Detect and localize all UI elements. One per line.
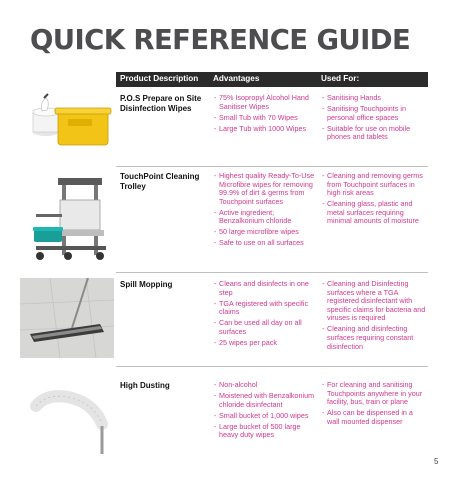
- list-item: - Sanitising Touchpoints in personal office spaces: [322, 105, 426, 122]
- advantages-list: [214, 280, 318, 350]
- row-divider: [116, 366, 428, 367]
- list-item: - TGA registered with specific claims: [214, 300, 318, 317]
- used-for-list: [322, 94, 426, 144]
- product-name: TouchPoint Cleaning Trolley: [120, 172, 200, 191]
- list-item: - Sanitising Hands: [322, 94, 426, 103]
- cleaning-trolley-image: [28, 170, 114, 270]
- page-title: QUICK REFERENCE GUIDE: [30, 24, 411, 56]
- advantages-list: [214, 172, 318, 250]
- list-item: - Non-alcohol: [214, 381, 318, 390]
- list-item: - 25 wipes per pack: [214, 339, 318, 348]
- flat-mop-on-floor-image: [20, 278, 114, 358]
- product-name: High Dusting: [120, 381, 170, 390]
- wipes-tub-and-bucket-image: [28, 92, 114, 154]
- product-name: P.O.S Prepare on Site Disinfection Wipes: [120, 94, 202, 113]
- list-item: - Active ingredient; Benzalkonium chloride: [214, 209, 318, 226]
- page-number: 5: [434, 457, 439, 466]
- row-divider: [116, 166, 428, 167]
- advantages-list: [214, 381, 318, 442]
- list-item: - Cleaning and disinfecting surfaces requiring constant disinfection: [322, 325, 426, 351]
- list-item: - Cleaning and removing germs from Touchpoint surfaces in high risk areas: [322, 172, 426, 198]
- header-advantages: Advantages: [213, 74, 260, 83]
- header-product-description: Product Description: [120, 74, 199, 83]
- list-item: - Large bucket of 500 large heavy duty wipes: [214, 423, 318, 440]
- list-item: - 50 large microfibre wipes: [214, 228, 318, 237]
- used-for-list: [322, 172, 426, 228]
- list-item: - Can be used all day on all surfaces: [214, 319, 318, 336]
- list-item: - Moistened with Benzalkonium chloride disinfectant: [214, 392, 318, 409]
- list-item: - Highest quality Ready-To-Use Microfibre wipes for removing 99.9% of dirt & germs from Touchpoint surfaces: [214, 172, 318, 206]
- list-item: - Small Tub with 70 Wipes: [214, 114, 318, 123]
- list-item: - Large Tub with 1000 Wipes: [214, 125, 318, 134]
- list-item: - Cleaning and Disinfecting surfaces where a TGA registered disinfectant with specific claims for bacteria and viruses is required: [322, 280, 426, 323]
- advantages-list: [214, 94, 318, 136]
- header-used-for: Used For:: [321, 74, 360, 83]
- list-item: - Safe to use on all surfaces: [214, 239, 318, 248]
- list-item: - Also can be dispensed in a wall mounted dispenser: [322, 409, 426, 426]
- list-item: - Cleaning glass, plastic and metal surfaces requiring minimal amounts of moisture: [322, 200, 426, 226]
- product-name: Spill Mopping: [120, 280, 173, 289]
- high-dusting-wand-image: [28, 376, 114, 456]
- list-item: - For cleaning and sanitising Touchpoints anywhere in your facility, bus, train or plane: [322, 381, 426, 407]
- list-item: - Suitable for use on mobile phones and tablets: [322, 125, 426, 142]
- used-for-list: [322, 280, 426, 354]
- list-item: - 75% Isopropyl Alcohol Hand Sanitiser Wipes: [214, 94, 318, 111]
- used-for-list: [322, 381, 426, 429]
- list-item: - Cleans and disinfects in one step: [214, 280, 318, 297]
- row-divider: [116, 272, 428, 273]
- list-item: - Small bucket of 1,000 wipes: [214, 412, 318, 421]
- table-header: [116, 72, 428, 87]
